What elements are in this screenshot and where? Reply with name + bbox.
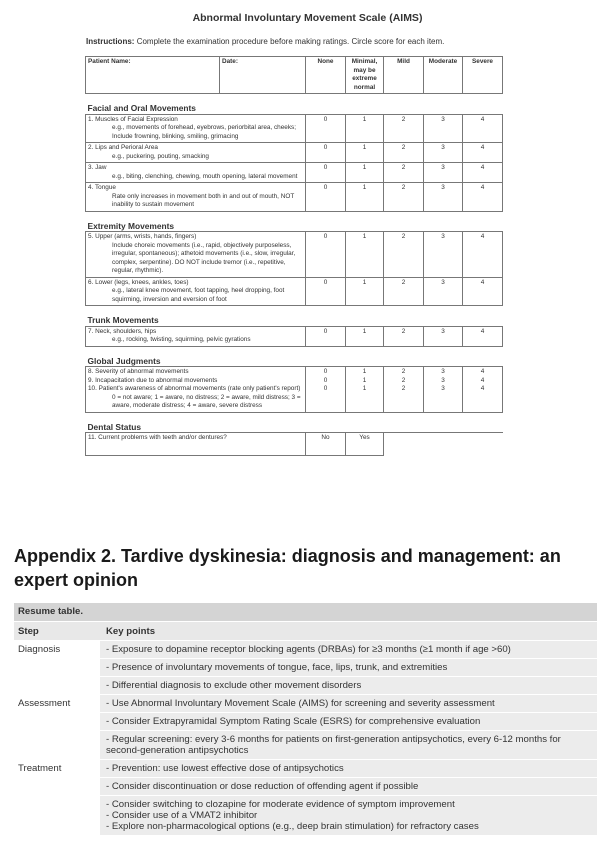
table-row	[14, 713, 597, 730]
table-header	[14, 622, 597, 640]
score-mild[interactable]: 2 2 2	[384, 367, 424, 413]
score-minimal[interactable]: 1	[346, 326, 384, 346]
key-points-cell	[100, 659, 597, 676]
score-mild[interactable]: 2	[384, 183, 424, 212]
instructions-label: Instructions:	[86, 37, 135, 46]
step-cell: Treatment	[18, 763, 62, 774]
item-row	[86, 143, 503, 163]
key-points-cell	[100, 731, 597, 759]
key-point: - Prevention: use lowest effective dose of antipsychotics	[106, 763, 344, 774]
key-point: - Regular screening: every 3-6 months for patients on first-generation antipsychotics, every 6-12 months for second-generation antipsychotics	[106, 734, 561, 756]
score-minimal[interactable]: 1	[346, 183, 384, 212]
score-moderate[interactable]: 3	[424, 163, 463, 183]
step-cell	[14, 713, 96, 730]
score-severe[interactable]: 4	[463, 326, 503, 346]
aims-form-table	[85, 56, 503, 456]
table-row	[14, 778, 597, 795]
score-mild[interactable]: 2	[384, 277, 424, 306]
table-row	[14, 641, 597, 658]
key-points-cell	[100, 760, 597, 777]
score-none[interactable]: 0 0 0	[306, 367, 346, 413]
item-description: e.g., puckering, pouting, smacking	[112, 152, 209, 160]
score-mild[interactable]: 2	[384, 326, 424, 346]
score-mild[interactable]: 2	[384, 232, 424, 278]
item-label: 7. Neck, shoulders, hips e.g., rocking, twisting, squirming, pelvic gyrations	[86, 326, 306, 346]
item-row	[86, 326, 503, 346]
item-description: e.g., lateral knee movement, foot tapping, heel dropping, foot squirming, inversion and eversion of foot	[112, 287, 285, 303]
section-title: Facial and Oral Movements	[86, 94, 503, 115]
item-description: e.g., biting, clenching, chewing, mouth opening, lateral movement	[112, 172, 298, 180]
score-severe[interactable]: 4	[463, 277, 503, 306]
table-caption: Resume table.	[14, 603, 597, 621]
item-label: 5. Upper (arms, wrists, hands, fingers) Include choreic movements (i.e., rapid, objectively purposeless, irregular, spontaneous); athetoid movements (i.e., slow, irregular, complex, serpentine). DO NOT include tremor (i.e., repetitive, regular, rhythmic).	[86, 232, 306, 278]
step-cell: Diagnosis	[18, 644, 61, 655]
item-label: 2. Lips and Perioral Area e.g., puckering, pouting, smacking	[86, 143, 306, 163]
key-point: - Differential diagnosis to exclude other movement disorders	[106, 680, 362, 691]
key-points-cell	[100, 677, 597, 694]
key-point: - Presence of involuntary movements of tongue, face, lips, trunk, and extremities	[106, 662, 448, 673]
item-label: 6. Lower (legs, knees, ankles, toes) e.g., lateral knee movement, foot tapping, heel dropping, foot squirming, inversion and eversion of foot	[86, 277, 306, 306]
item-description: e.g., rocking, twisting, squirming, pelvic gyrations	[112, 336, 251, 343]
key-point: - Use Abnormal Involuntary Movement Scale (AIMS) for screening and severity assessment	[106, 698, 495, 709]
score-severe[interactable]: 4	[463, 143, 503, 163]
score-minimal[interactable]: 1	[346, 277, 384, 306]
score-minimal[interactable]: 1	[346, 232, 384, 278]
score-minimal[interactable]: 1 1 1	[346, 367, 384, 413]
table-row	[14, 760, 597, 777]
step-cell: Assessment	[18, 698, 71, 709]
score-severe[interactable]: 4 4 4	[463, 367, 503, 413]
item-row	[86, 183, 503, 212]
key-point: - Consider switching to clozapine for moderate evidence of symptom improvement	[106, 799, 455, 810]
key-points-cell	[100, 641, 597, 658]
header-mild: Mild	[384, 57, 424, 94]
score-severe[interactable]: 4	[463, 114, 503, 143]
score-minimal[interactable]: 1	[346, 163, 384, 183]
date-field[interactable]: Date:	[220, 57, 306, 94]
score-minimal[interactable]: 1	[346, 114, 384, 143]
score-mild[interactable]: 2	[384, 143, 424, 163]
score-minimal[interactable]: 1	[346, 143, 384, 163]
key-point: - Exposure to dopamine receptor blocking agents (DRBAs) for ≥3 months (≥1 month if age >60)	[106, 644, 511, 655]
score-moderate[interactable]: 3	[424, 232, 463, 278]
item-label: 11. Current problems with teeth and/or dentures?	[86, 433, 306, 456]
header-moderate: Moderate	[424, 57, 463, 94]
resume-table	[14, 603, 597, 835]
key-point: - Consider discontinuation or dose reduction of offending agent if possible	[106, 781, 419, 792]
score-moderate[interactable]: 3	[424, 114, 463, 143]
column-step: Step	[18, 625, 39, 637]
score-severe[interactable]: 4	[463, 183, 503, 212]
score-moderate[interactable]: 3	[424, 277, 463, 306]
score-none[interactable]: 0	[306, 183, 346, 212]
score-mild[interactable]: 2	[384, 114, 424, 143]
aims-title: Abnormal Involuntary Movement Scale (AIMS)	[192, 12, 423, 24]
table-row	[14, 659, 597, 676]
step-cell	[14, 796, 96, 835]
key-points-cell	[100, 713, 597, 730]
patient-name-field[interactable]: Patient Name:	[86, 57, 220, 94]
score-none[interactable]: 0	[306, 326, 346, 346]
key-points-cell	[100, 778, 597, 795]
step-cell	[14, 778, 96, 795]
score-none[interactable]: 0	[306, 143, 346, 163]
table-row	[14, 677, 597, 694]
item-description: Include choreic movements (i.e., rapid, objectively purposeless, irregular, spontaneous); athetoid movements (i.e., slow, irregular, complex, serpentine). DO NOT include tremor (i.e., repetitive, regular, rhythmic).	[112, 241, 296, 274]
item-row	[86, 277, 503, 306]
key-point: - Consider Extrapyramidal Symptom Rating Scale (ESRS) for comprehensive evaluation	[106, 716, 481, 727]
item-description: 0 = not aware; 1 = aware, no distress; 2 = aware, mild distress; 3 = aware, moderate distress; 4 = aware, severe distress	[112, 393, 301, 409]
score-moderate[interactable]: 3 3 3	[424, 367, 463, 413]
score-severe[interactable]: 4	[463, 163, 503, 183]
item-row	[86, 163, 503, 183]
score-none[interactable]: 0	[306, 277, 346, 306]
score-moderate[interactable]: 3	[424, 183, 463, 212]
score-moderate[interactable]: 3	[424, 143, 463, 163]
column-key-points: Key points	[106, 625, 156, 637]
key-point: - Explore non-pharmacological options (e.g., deep brain stimulation) for refractory cases	[106, 821, 479, 832]
table-row	[14, 731, 597, 759]
key-points-cell	[100, 695, 597, 712]
header-severe: Severe	[463, 57, 503, 94]
aims-instructions	[86, 37, 444, 46]
step-cell	[14, 731, 96, 759]
table-row	[14, 695, 597, 712]
score-severe[interactable]: 4	[463, 232, 503, 278]
item-row	[86, 114, 503, 143]
table-row	[14, 796, 597, 835]
key-point: - Consider use of a VMAT2 inhibitor	[106, 810, 258, 821]
header-none: None	[306, 57, 346, 94]
item-label: 4. Tongue Rate only increases in movement both in and out of mouth, NOT inability to sustain movement	[86, 183, 306, 212]
section-title: Extremity Movements	[86, 211, 503, 232]
dental-no[interactable]: No	[306, 433, 346, 456]
section-title: Trunk Movements	[86, 306, 503, 327]
item-row	[86, 232, 503, 278]
score-moderate[interactable]: 3	[424, 326, 463, 346]
score-none[interactable]: 0	[306, 114, 346, 143]
item-description: e.g., movements of forehead, eyebrows, periorbital area, cheeks; Include frowning, blinking, smiling, grimacing	[112, 124, 297, 140]
section-title: Dental Status	[86, 412, 503, 433]
dental-yes[interactable]: Yes	[346, 433, 384, 456]
step-cell	[14, 659, 96, 676]
header-minimal: Minimal, may be extreme normal	[346, 57, 384, 94]
score-none[interactable]: 0	[306, 163, 346, 183]
instructions-text: Complete the examination procedure before making ratings. Circle score for each item.	[136, 37, 445, 46]
section-title: Global Judgments	[86, 346, 503, 367]
score-none[interactable]: 0	[306, 232, 346, 278]
score-mild[interactable]: 2	[384, 163, 424, 183]
key-points-cell	[100, 796, 597, 835]
item-label: 3. Jaw e.g., biting, clenching, chewing, mouth opening, lateral movement	[86, 163, 306, 183]
item-label: 8. Severity of abnormal movements 9. Incapacitation due to abnormal movements 10. Patient's awareness of abnormal movements (rate only patient's report) 0 = not aware; 1 = aware, no distress; 2 = aware, mild distress; 3 = aware, moderate distress; 4 = aware, severe distress	[86, 367, 306, 413]
item-label: 1. Muscles of Facial Expression e.g., movements of forehead, eyebrows, periorbital area, cheeks; Include frowning, blinking, smiling, grimacing	[86, 114, 306, 143]
appendix-title: Appendix 2. Tardive dyskinesia: diagnosis and management: an expert opinion	[14, 546, 561, 590]
item-description: Rate only increases in movement both in and out of mouth, NOT inability to sustain movement	[112, 192, 295, 208]
step-cell	[14, 677, 96, 694]
